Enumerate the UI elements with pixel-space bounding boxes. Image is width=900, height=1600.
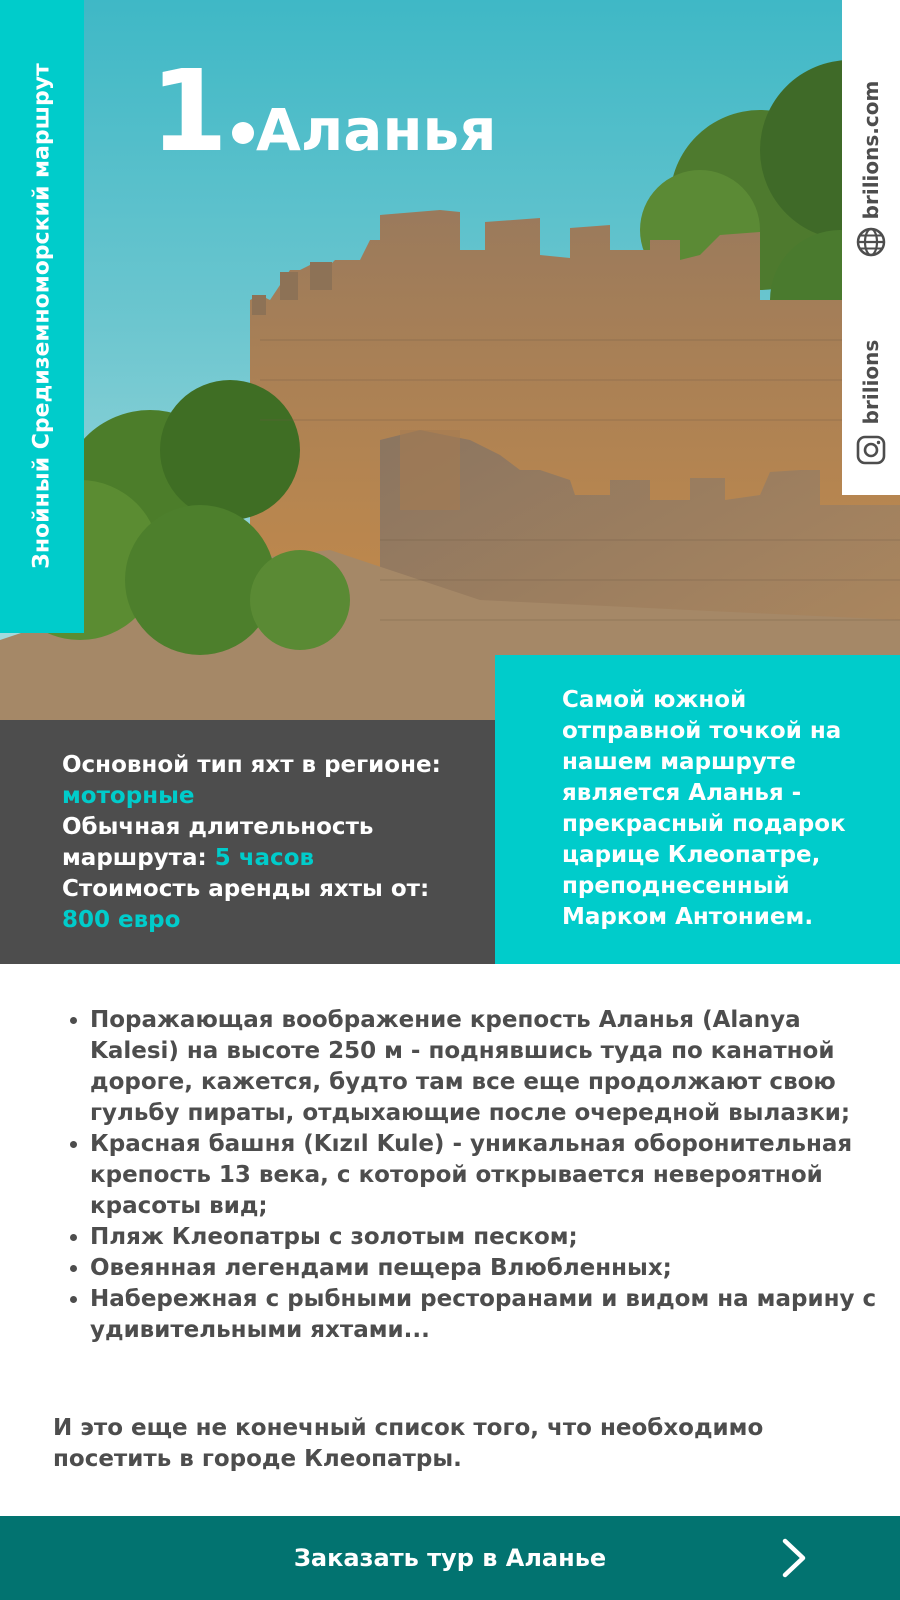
intro-panel [495,655,900,964]
intro-text: Самой южной отправной точкой на нашем маршруте является Аланья - прекрасный подарок царице Клеопатре, преподнесенный Марком Антонием. [562,687,846,930]
list-item: • Пляж Клеопатры с золотым песком; [90,1222,890,1253]
title-number: 1 [150,47,228,177]
instagram-link[interactable] [842,300,900,495]
list-item: • Поражающая воображение крепость Аланья (Alanya Kalesi) на высоте 250 м - поднявшись туда по канатной дороге, кажется, будто там все еще продолжают свою гульбу пираты, отдыхающие после очередной вылазки; [90,1005,890,1129]
spec-duration-label: Обычная длительность маршрута: [62,814,374,871]
specs-panel [0,720,495,964]
spec-yacht-type [62,750,475,812]
spec-price [62,874,475,936]
spec-yacht-type-label: Основной тип яхт в регионе: [62,752,441,778]
spec-duration [62,812,475,874]
route-label: Знойный Средиземноморский маршрут [29,63,55,569]
book-tour-label: Заказать тур в Аланье [293,1544,607,1572]
list-item: • Набережная с рыбными ресторанами и видом на марину с удивительными яхтами... [90,1284,890,1346]
spec-price-label: Стоимость аренды яхты от: [62,876,430,902]
website-text: brilions.com [859,80,883,220]
globe-icon [855,226,887,258]
route-label-bar [0,0,84,633]
specs-text [62,750,475,936]
chevron-right-icon [780,1538,808,1578]
title-city: Аланья [255,96,497,164]
page-title [150,47,497,177]
title-dot [232,122,254,144]
website-link[interactable] [842,0,900,260]
social-strip [842,0,900,495]
attractions-list [62,1005,890,1346]
book-tour-button[interactable] [0,1516,900,1600]
spec-yacht-type-value: моторные [62,783,195,809]
spec-duration-value: 5 часов [214,845,315,871]
list-item: • Овеянная легендами пещера Влюбленных; [90,1253,890,1284]
outro-text: И это еще не конечный список того, что необходимо посетить в городе Клеопатры. [53,1415,764,1472]
spec-price-value: 800 евро [62,907,181,933]
instagram-handle: brilions [859,339,883,425]
instagram-icon [855,434,887,466]
list-item: • Красная башня (Kızıl Kule) - уникальная оборонительная крепость 13 века, с которой открывается невероятной красоты вид; [90,1129,890,1222]
